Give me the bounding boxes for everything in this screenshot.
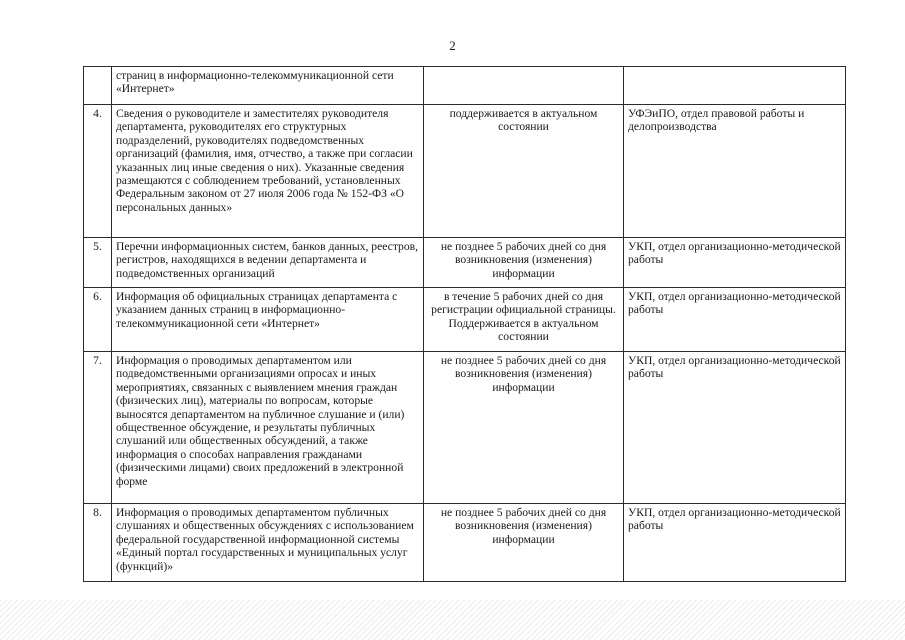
responsible-cell: УКП, отдел организационно-методической работы [624, 288, 846, 352]
row-number: 6. [84, 288, 112, 352]
deadline-cell: не позднее 5 рабочих дней со дня возникновения (изменения) информации [424, 352, 624, 504]
info-cell: Информация об официальных страницах департамента с указанием данных страниц в информационно-телекоммуникационной сети «Интернет» [112, 288, 424, 352]
row-number: 8. [84, 504, 112, 582]
info-cell: Сведения о руководителе и заместителях руководителя департамента, руководителях его структурных подразделений, руководителях подведомственных организаций (фамилия, имя, отчество, а также при согласии указанных лиц иные сведения о них). Указанные сведения размещаются с соблюдением требований, установленных Федеральным законом от 27 июля 2006 года № 152-ФЗ «О персональных данных» [112, 105, 424, 238]
table-row [84, 504, 846, 582]
table-row [84, 105, 846, 238]
info-cell: Перечни информационных систем, банков данных, реестров, регистров, находящихся в ведении департамента и подведомственных организаций [112, 238, 424, 288]
row-number: 4. [84, 105, 112, 238]
deadline-cell: поддерживается в актуальном состоянии [424, 105, 624, 238]
table-row [84, 67, 846, 105]
responsible-cell: УФЭиПО, отдел правовой работы и делопроизводства [624, 105, 846, 238]
deadline-cell: не позднее 5 рабочих дней со дня возникновения (изменения) информации [424, 238, 624, 288]
scan-noise [0, 600, 905, 640]
info-cell: Информация о проводимых департаментом публичных слушаниях и общественных обсуждениях с использованием федеральной государственной информационной системы «Единый портал государственных и муниципальных услуг (функций)» [112, 504, 424, 582]
row-number [84, 67, 112, 105]
responsible-cell [624, 67, 846, 105]
info-cell: страниц в информационно-телекоммуникационной сети «Интернет» [112, 67, 424, 105]
responsible-cell: УКП, отдел организационно-методической работы [624, 352, 846, 504]
deadline-cell [424, 67, 624, 105]
responsible-cell: УКП, отдел организационно-методической работы [624, 238, 846, 288]
deadline-cell: не позднее 5 рабочих дней со дня возникновения (изменения) информации [424, 504, 624, 582]
info-cell: Информация о проводимых департаментом или подведомственными организациями опросах и иных мероприятиях, связанных с выявлением мнения граждан (физических лиц), материалы по вопросам, которые выносятся департаментом на публичное слушание и (или) общественное обсуждение, и результаты публичных слушаний или общественных обсуждений, а также информация о способах направления гражданами (физическими лицами) своих предложений в электронной форме [112, 352, 424, 504]
row-number: 7. [84, 352, 112, 504]
table-row [84, 288, 846, 352]
table-row [84, 238, 846, 288]
page-number: 2 [449, 38, 456, 53]
table-row [84, 352, 846, 504]
deadline-cell: в течение 5 рабочих дней со дня регистрации официальной страницы. Поддерживается в актуальном состоянии [424, 288, 624, 352]
row-number: 5. [84, 238, 112, 288]
disclosure-table [83, 66, 846, 582]
responsible-cell: УКП, отдел организационно-методической работы [624, 504, 846, 582]
